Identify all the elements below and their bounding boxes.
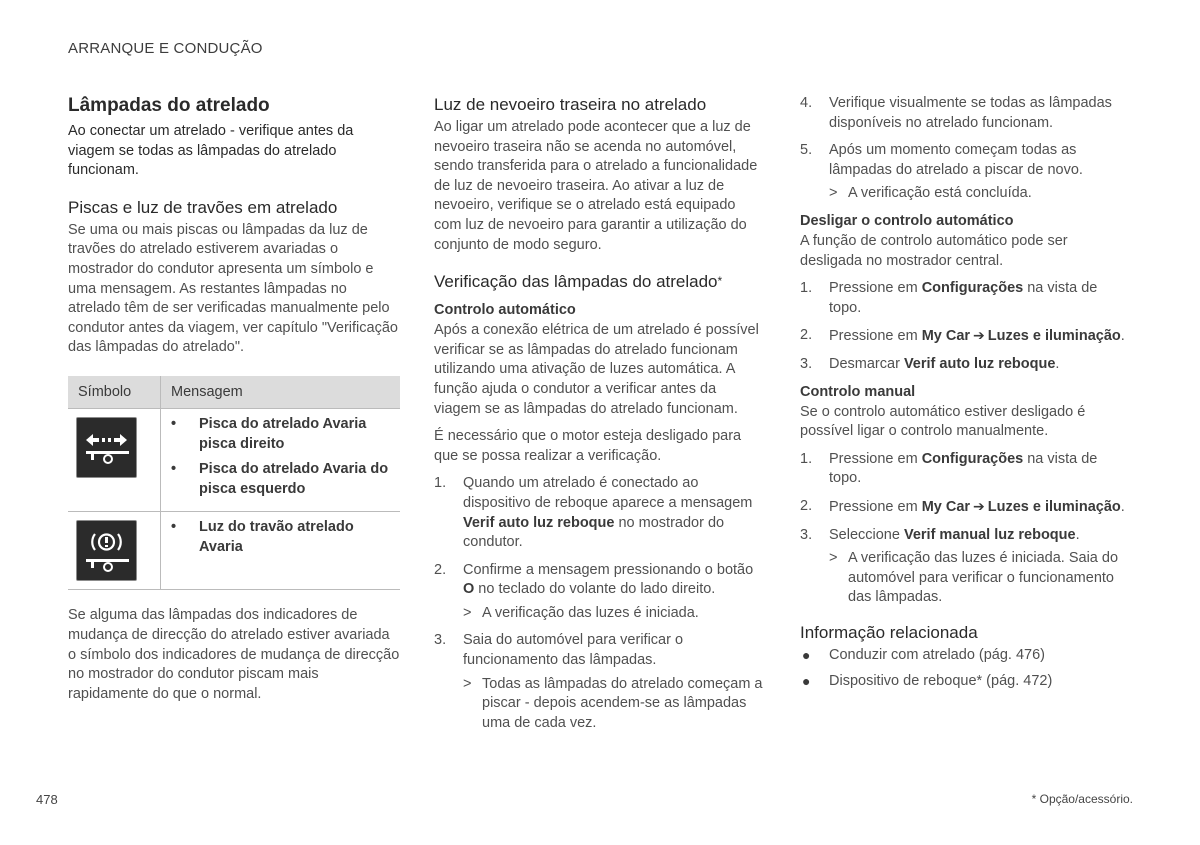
column-1 (68, 94, 400, 704)
list-item: 5. Após um momento começam todas as lâmpadas do atrelado a piscar de novo. (800, 142, 1083, 178)
column-3 (800, 94, 1132, 699)
related-link[interactable]: ● Dispositivo de reboque* (pág. 472) (802, 673, 1053, 690)
list-item: 1. Pressione em Configurações na vista de topo. (800, 280, 1098, 316)
subheading-rear-fog: Luz de nevoeiro traseira no atrelado (434, 95, 707, 114)
page-number: 478 (36, 792, 58, 807)
engine-off-paragraph: É necessário que o motor esteja desligado para que se possa realizar a verificação. (434, 428, 742, 464)
list-item: 2. Pressione em My Car ➔ Luzes e iluminação. (800, 327, 1125, 345)
list-item: 3. Desmarcar Verif auto luz reboque. (800, 355, 1060, 372)
result-note: > A verificação das luzes é iniciada. (463, 604, 699, 621)
arrow-right-icon: ➔ (973, 497, 985, 514)
list-item: 2. Confirme a mensagem pressionando o botão O no teclado do volante do lado direito. (434, 561, 754, 598)
after-table-paragraph: Se alguma das lâmpadas dos indicadores de mudança de direcção do atrelado estiver avariada o símbolo dos indicadores de mudança de direcção no mostrador do condutor piscam mais rapidamente do que o normal. (68, 607, 400, 702)
table-row (68, 408, 400, 511)
list-item: 3. Saia do automóvel para verificar o funcionamento das lâmpadas. (434, 632, 684, 669)
trailer-brake-light-icon (76, 520, 137, 581)
result-note: > Todas as lâmpadas do atrelado começam a piscar - depois acendem-se as lâmpadas uma de cada vez. (463, 675, 763, 731)
result-note: > A verificação está concluída. (829, 185, 1032, 202)
list-item: 1. Quando um atrelado é conectado ao dispositivo de reboque aparece a mensagem Verif auto luz reboque no mostrador do condutor. (434, 475, 753, 551)
column-header-message: Mensagem (161, 376, 401, 409)
option-asterisk: * (717, 274, 723, 289)
rear-fog-paragraph: Ao ligar um atrelado pode acontecer que a luz de nevoeiro traseira não se acenda no automóvel, sendo transferida para o atrelado a funcionalidade de luz de nevoeiro traseira. Ao ativar a luz de nevoeiro, verifique se o atrelado está equipado com luz de nevoeiro para garantir a utilização do conjunto de modo seguro. (434, 119, 758, 253)
intro-text: Ao conectar um atrelado - verifique antes da viagem se todas as lâmpadas do atrelado funcionam. (68, 123, 354, 179)
subheading-disable-auto: Desligar o controlo automático (800, 212, 1014, 229)
column-2 (434, 94, 766, 741)
related-link[interactable]: ● Conduzir com atrelado (pág. 476) (802, 646, 1046, 663)
column-header-symbol: Símbolo (68, 376, 161, 409)
subheading-turn-brake: Piscas e luz de travões em atrelado (68, 197, 338, 217)
trailer-turn-signal-icon (76, 417, 137, 478)
turn-brake-paragraph: Se uma ou mais piscas ou lâmpadas da luz de travões do atrelado estiverem avariadas o mostrador do condutor apresenta um símbolo e uma mensagem. As restantes lâmpadas no atrelado têm de ser verificadas manualmente pelo condutor antes da viagem, ver capítulo "Verificação das lâmpadas do atrelado". (68, 221, 398, 356)
auto-check-steps (434, 474, 766, 600)
manual-control-steps (800, 450, 1132, 545)
list-item: 2. Pressione em My Car ➔ Luzes e iluminação. (800, 497, 1125, 515)
table-row (68, 512, 400, 590)
symbol-message-table (68, 376, 400, 590)
manual-control-paragraph: Se o controlo automático estiver desligado é possível ligar o controlo manualmente. (800, 403, 1086, 440)
list-item: 1. Pressione em Configurações na vista de topo. (800, 450, 1098, 487)
list-item: 4. Verifique visualmente se todas as lâmpadas disponíveis no atrelado funcionam. (800, 95, 1112, 131)
related-info-heading: Informação relacionada (800, 622, 978, 642)
auto-control-paragraph: Após a conexão elétrica de um atrelado é possível verificar se as lâmpadas do atrelado funcionam utilizando uma ativação de luzes automática. A função ajuda o condutor a verificar antes da viagem se as lâmpadas do atrelado funcionam. (434, 322, 759, 417)
list-item: • Pisca do atrelado Avaria do pisca esquerdo (171, 461, 389, 497)
subheading-auto-control: Controlo automático (434, 302, 576, 319)
section-title: Lâmpadas do atrelado (68, 95, 270, 116)
disable-auto-paragraph: A função de controlo automático pode ser desligada no mostrador central. (800, 232, 1068, 269)
auto-check-steps-continued (800, 94, 1132, 180)
arrow-right-icon: ➔ (973, 327, 985, 344)
footnote: * Opção/acessório. (1031, 792, 1133, 806)
subheading-lamp-check: Verificação das lâmpadas do atrelado* (434, 272, 723, 292)
section-header: ARRANQUE E CONDUÇÃO (68, 40, 263, 57)
list-item: • Pisca do atrelado Avaria pisca direito (171, 415, 367, 452)
list-item: 3. Seleccione Verif manual luz reboque. (800, 526, 1080, 543)
subheading-manual-control: Controlo manual (800, 383, 916, 400)
disable-auto-steps (800, 279, 1132, 374)
result-note: > A verificação das luzes é iniciada. Saia do automóvel para verificar o funcionamento das lâmpadas. (829, 550, 1119, 606)
list-item: • Luz do travão atrelado Avaria (171, 519, 354, 555)
